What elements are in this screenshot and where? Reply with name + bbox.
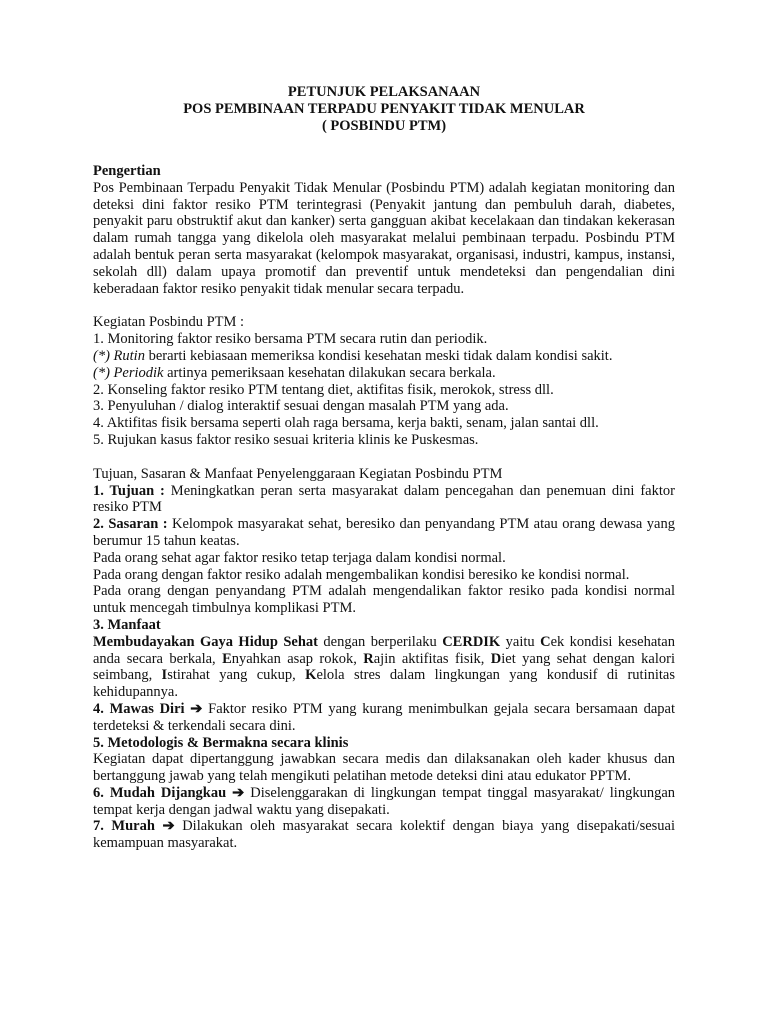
cerdik-text-k: elola stres dalam lingkungan yang kondusif di rutinitas kehidupannya. [93,667,675,701]
kegiatan-periodik-note [93,365,675,382]
cerdik-letter-k: K [305,667,317,684]
sasaran-item [93,516,675,550]
metodologis-heading: 5. Metodologis & Bermakna secara klinis [93,734,349,751]
manfaat-heading: 3. Manfaat [93,616,161,633]
tujuan-heading: Tujuan, Sasaran & Manfaat Penyelenggaraan Kegiatan Posbindu PTM [93,465,503,482]
kegiatan-rutin-note [93,348,675,365]
kegiatan-item-4: 4. Aktifitas fisik bersama seperti olah raga bersama, kerja bakti, senam, jalan santai dll. [93,415,599,432]
rutin-text: berarti kebiasaan memeriksa kondisi kesehatan meski tidak dalam kondisi sakit. [144,347,613,364]
cerdik-letter-e: E [222,650,232,667]
doc-title-line2: POS PEMBINAAN TERPADU PENYAKIT TIDAK MENULAR [183,101,585,117]
periodik-text: artinya pemeriksaan kesehatan dilakukan secara berkala. [163,364,496,381]
cerdik-text-d: iet yang sehat dengan kalori seimbang, [93,650,675,684]
tujuan-label: 1. Tujuan : [93,482,165,499]
cerdik-text-e: nyahkan asap rokok, [231,650,364,667]
cerdik-letter-d: D [490,650,502,667]
kegiatan-heading: Kegiatan Posbindu PTM : [93,314,245,331]
manfaat-cerdik [93,634,675,701]
doc-title-line3: ( POSBINDU PTM) [321,118,447,134]
arrow-right-icon: ➔ [190,700,203,717]
kegiatan-item-1: 1. Monitoring faktor resiko bersama PTM secara rutin dan periodik. [93,331,488,348]
gaya-hidup-sehat: Membudayakan Gaya Hidup Sehat [93,633,318,650]
mudah-dijangkau-label: 6. Mudah Dijangkau [93,784,227,801]
rutin-term: (*) Rutin [93,347,145,364]
arrow-right-icon: ➔ [232,784,245,801]
mudah-dijangkau-text: Diselenggarakan di lingkungan tempat tinggal masyarakat/ lingkungan tempat kerja dengan jadwal waktu yang disepakati. [93,784,676,818]
sasaran-point-1: Pada orang sehat agar faktor resiko tetap terjaga dalam kondisi normal. [93,549,506,566]
sasaran-label: 2. Sasaran : [93,516,168,533]
sasaran-text: Kelompok masyarakat sehat, beresiko dan penyandang PTM atau orang dewasa yang berumur 15 tahun keatas. [93,516,675,549]
periodik-term: (*) Periodik [93,364,164,381]
cerdik-letter-r: R [363,650,374,667]
cerdik-word: CERDIK [442,633,501,650]
cerdik-yaitu: yaitu [500,633,541,650]
tujuan-text: Meningkatkan peran serta masyarakat dalam pencegahan dan penemuan dini faktor resiko PTM [93,482,675,516]
kegiatan-item-2: 2. Konseling faktor resiko PTM tentang diet, aktifitas fisik, merokok, stress dll. [93,381,554,398]
murah-label: 7. Murah [93,818,155,835]
doc-title-line1: PETUNJUK PELAKSANAAN [287,84,481,100]
cerdik-text-r: ajin aktifitas fisik, [373,650,491,667]
mudah-dijangkau-item [93,785,675,819]
mawas-diri-text: Faktor resiko PTM yang kurang menimbulkan gejala secara bersamaan dapat terdeteksi & terkendali secara dini. [93,700,676,734]
document-body [93,163,675,852]
sasaran-point-3: Pada orang dengan penyandang PTM adalah mengendalikan faktor resiko pada kondisi normal untuk mencegah timbulnya komplikasi PTM. [93,583,675,617]
pengertian-heading: Pengertian [93,163,161,179]
cerdik-intro: dengan berperilaku [318,633,443,650]
cerdik-text-i: stirahat yang cukup, [167,667,306,684]
kegiatan-item-5: 5. Rujukan kasus faktor resiko sesuai kriteria klinis ke Puskesmas. [93,431,479,448]
sasaran-point-2: Pada orang dengan faktor resiko adalah mengembalikan kondisi beresiko ke kondisi normal. [93,566,630,583]
arrow-right-icon: ➔ [162,818,175,835]
tujuan-item-1 [93,483,675,517]
mawas-diri-label: 4. Mawas Diri [93,700,185,717]
murah-item [93,818,675,852]
cerdik-letter-i: I [161,667,168,684]
metodologis-text: Kegiatan dapat dipertanggung jawabkan secara medis dan dilaksanakan oleh kader khusus dan bertanggung jawab yang telah mengikuti pelatihan metode deteksi dini atau edukator PPTM. [93,751,675,785]
kegiatan-item-3: 3. Penyuluhan / dialog interaktif sesuai dengan masalah PTM yang ada. [93,398,509,415]
pengertian-text: Pos Pembinaan Terpadu Penyakit Tidak Menular (Posbindu PTM) adalah kegiatan monitoring dan deteksi dini faktor resiko PTM terintegrasi (Penyakit jantung dan pembuluh darah, diabetes, penyakit paru obstruktif akut dan kanker) serta gangguan akibat kecelakaan dan tindakan kekerasan dalam rumah tangga yang dikelola oleh masyarakat melalui pembinaan terpadu. Posbindu PTM adalah bentuk peran serta masyarakat (kelompok masyarakat, organisasi, industri, kampus, instansi, sekolah dll) dalam upaya promotif dan preventif untuk mendeteksi dan pengendalian dini keberadaan faktor resiko penyakit tidak menular secara terpadu. [93,179,675,297]
cerdik-letter-c: C [540,633,551,650]
mawas-diri-item [93,701,675,735]
murah-text: Dilakukan oleh masyarakat secara kolektif dengan biaya yang disepakati/sesuai kemampuan masyarakat. [93,818,676,852]
cerdik-text-c: ek kondisi kesehatan anda secara berkala, [93,633,675,667]
